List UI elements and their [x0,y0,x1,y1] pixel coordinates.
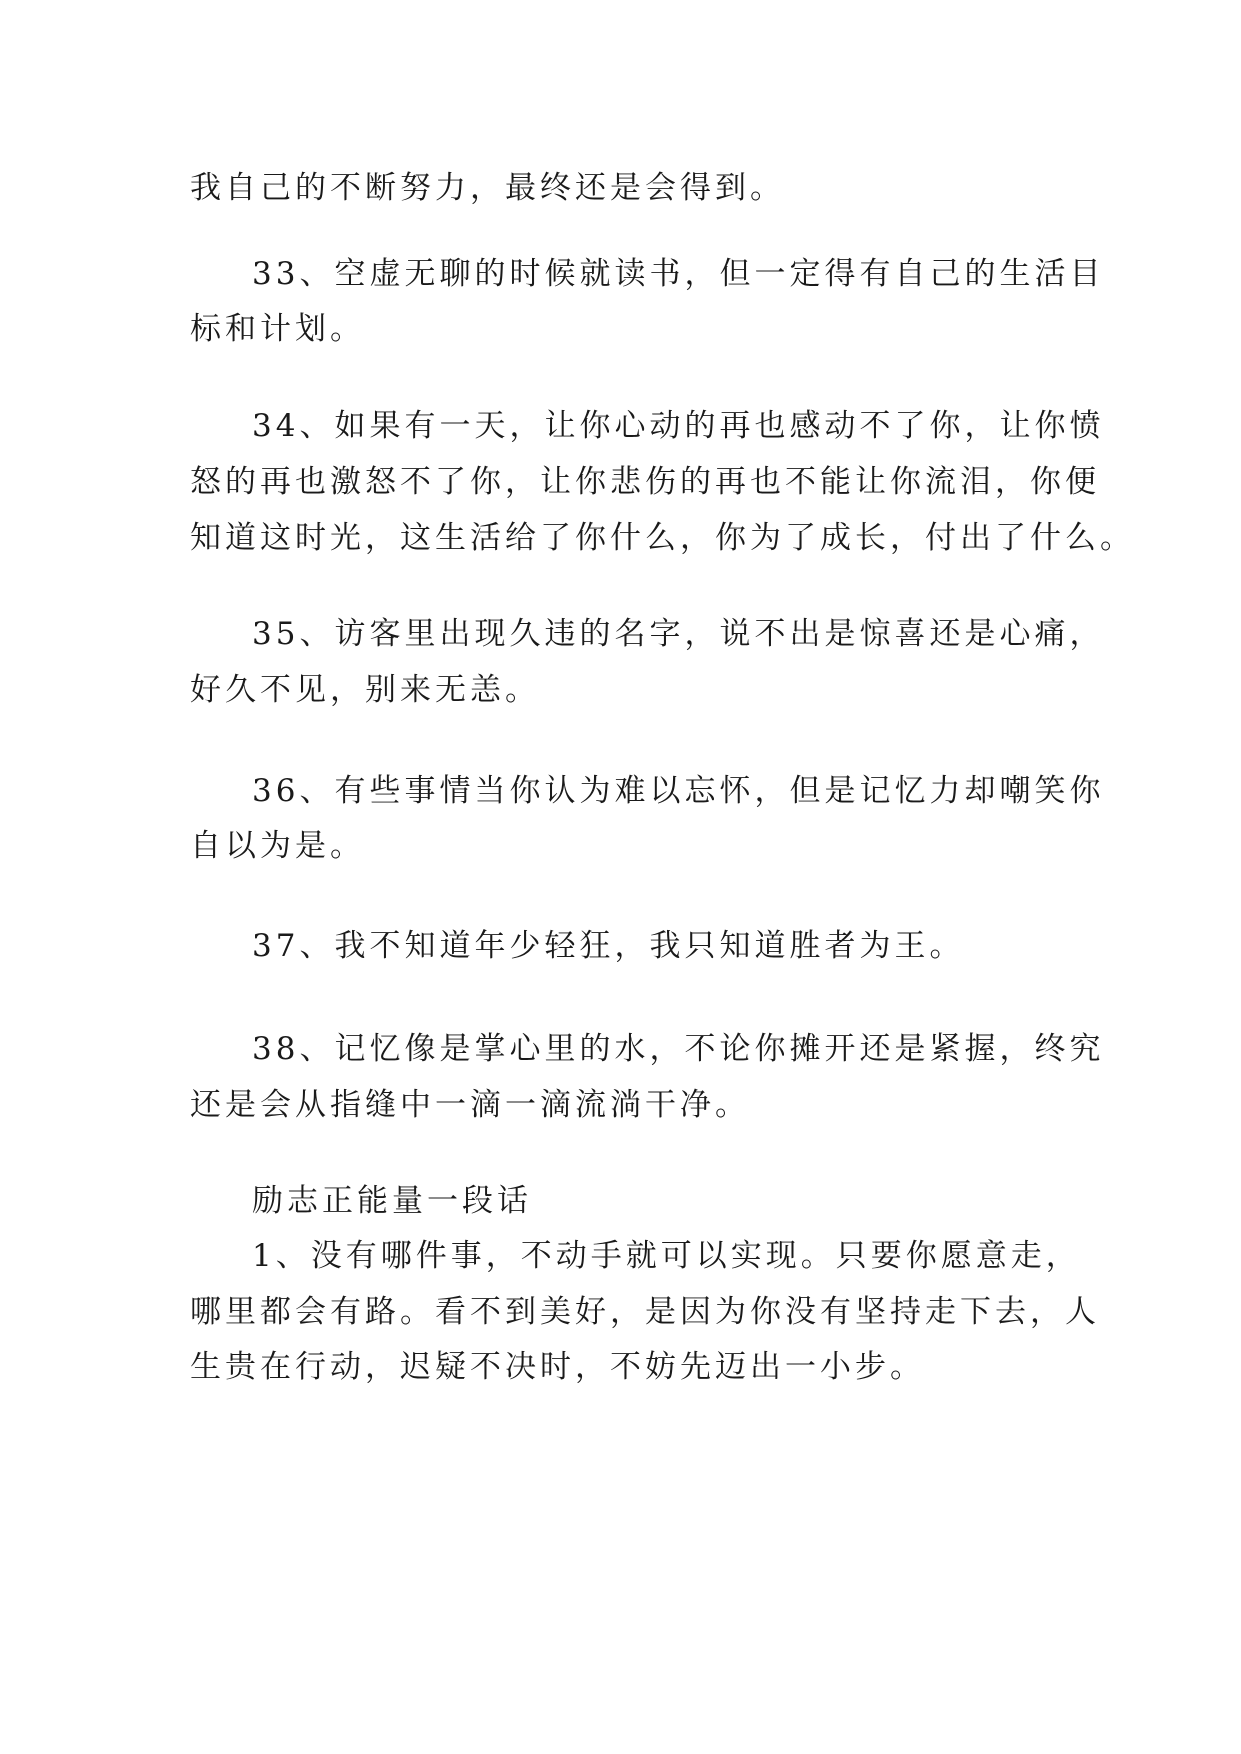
paragraph-36-line-2: 自以为是。 [190,828,365,864]
section-paragraph-1-line-1: 1、没有哪件事，不动手就可以实现。只要你愿意走， [252,1238,1081,1274]
paragraph-32-line-1: 我自己的不断努力，最终还是会得到。 [190,170,785,206]
paragraph-34-line-2: 怒的再也激怒不了你，让你悲伤的再也不能让你流泪，你便 [190,464,1100,500]
paragraph-36-line-1: 36、有些事情当你认为难以忘怀，但是记忆力却嘲笑你 [252,773,1105,809]
paragraph-34-line-1: 34、如果有一天，让你心动的再也感动不了你，让你愤 [252,408,1105,444]
paragraph-38-line-2: 还是会从指缝中一滴一滴流淌干净。 [190,1087,750,1123]
section-paragraph-1-line-3: 生贵在行动，迟疑不决时，不妨先迈出一小步。 [190,1349,925,1385]
paragraph-35-line-1: 35、访客里出现久违的名字，说不出是惊喜还是心痛， [252,616,1105,652]
paragraph-33-line-1: 33、空虚无聊的时候就读书，但一定得有自己的生活目 [252,256,1105,292]
section-paragraph-1-line-2: 哪里都会有路。看不到美好，是因为你没有坚持走下去，人 [190,1294,1100,1330]
paragraph-35-line-2: 好久不见，别来无恙。 [190,672,540,708]
paragraph-33-line-2: 标和计划。 [190,311,365,347]
paragraph-37-line-1: 37、我不知道年少轻狂，我只知道胜者为王。 [252,928,965,964]
paragraph-34-line-3: 知道这时光，这生活给了你什么，你为了成长，付出了什么。 [190,520,1135,556]
section-heading: 励志正能量一段话 [252,1183,532,1219]
paragraph-38-line-1: 38、记忆像是掌心里的水，不论你摊开还是紧握，终究 [252,1031,1105,1067]
